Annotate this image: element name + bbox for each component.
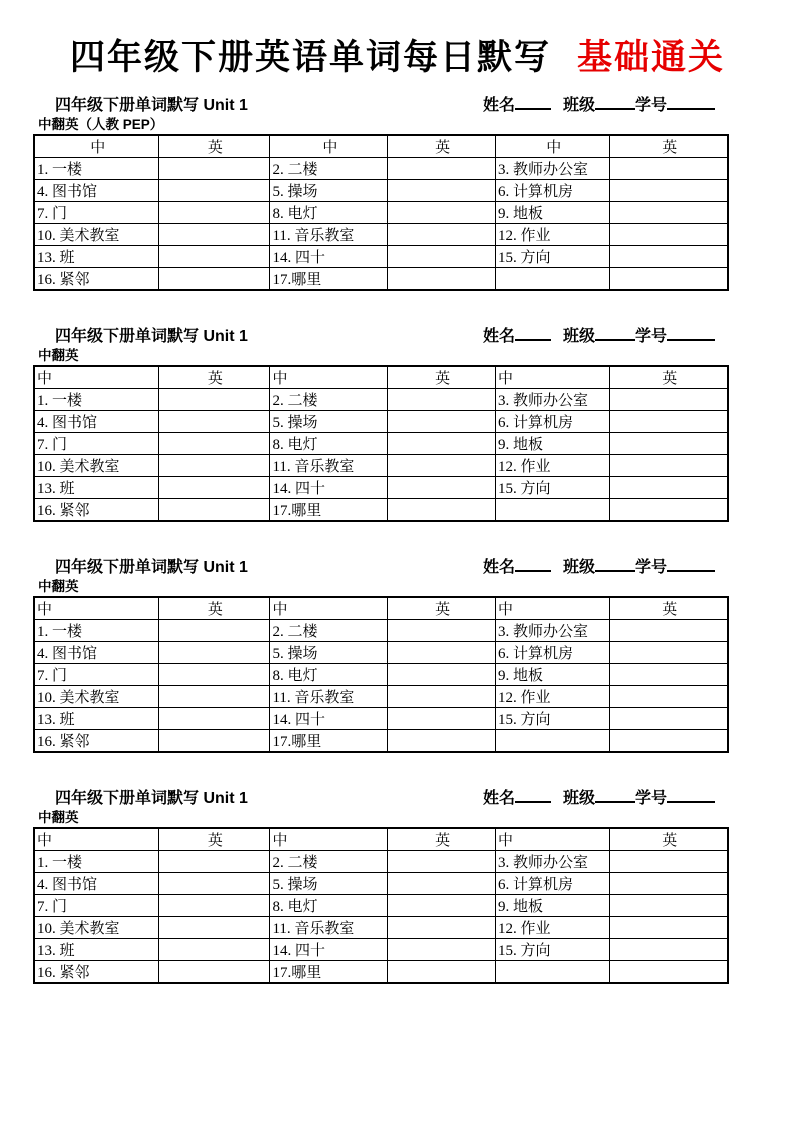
word-cell: 4. 图书馆 — [34, 410, 159, 432]
word-cell: 5. 操场 — [270, 410, 388, 432]
answer-cell — [159, 619, 270, 641]
table-row — [34, 201, 728, 223]
answer-cell — [388, 960, 496, 983]
student-id-blank — [667, 95, 715, 110]
word-cell: 17.哪里 — [270, 960, 388, 983]
word-cell: 1. 一楼 — [34, 157, 159, 179]
section-header-row — [33, 554, 733, 578]
table-row — [34, 476, 728, 498]
answer-cell — [159, 267, 270, 290]
student-id-label: 学号 — [634, 789, 667, 807]
answer-cell — [610, 223, 728, 245]
class-blank — [595, 788, 635, 803]
answer-cell — [610, 267, 728, 290]
word-cell: 7. 门 — [34, 663, 159, 685]
table-row — [34, 498, 728, 521]
answer-cell — [159, 663, 270, 685]
student-info-fields — [483, 323, 733, 346]
name-label: 姓名 — [482, 96, 515, 114]
word-cell: 8. 电灯 — [270, 894, 388, 916]
word-cell: 15. 方向 — [495, 938, 610, 960]
answer-cell — [610, 641, 728, 663]
student-id-label: 学号 — [634, 96, 667, 114]
direction-label: 中翻英（人教 PEP） — [38, 116, 164, 132]
word-cell: 9. 地板 — [495, 894, 610, 916]
word-cell: 9. 地板 — [495, 432, 610, 454]
table-row — [34, 663, 728, 685]
answer-cell — [159, 432, 270, 454]
word-cell: 11. 音乐教室 — [270, 454, 388, 476]
table-header-row — [34, 366, 728, 389]
answer-cell — [388, 476, 496, 498]
word-cell: 13. 班 — [34, 707, 159, 729]
word-cell: 9. 地板 — [495, 201, 610, 223]
class-blank — [595, 95, 635, 110]
direction-label: 中翻英 — [38, 809, 79, 825]
word-cell: 14. 四十 — [270, 707, 388, 729]
name-label: 姓名 — [482, 327, 515, 345]
table-row — [34, 685, 728, 707]
answer-cell — [388, 619, 496, 641]
word-cell: 6. 计算机房 — [495, 872, 610, 894]
table-header-row — [34, 597, 728, 620]
column-header-english: 英 — [159, 135, 270, 158]
word-cell: 2. 二楼 — [270, 850, 388, 872]
word-cell: 12. 作业 — [495, 916, 610, 938]
word-cell: 16. 紧邻 — [34, 267, 159, 290]
word-cell: 1. 一楼 — [34, 388, 159, 410]
column-header-chinese: 中 — [495, 366, 610, 389]
class-blank — [595, 326, 635, 341]
word-cell: 4. 图书馆 — [34, 179, 159, 201]
answer-cell — [159, 850, 270, 872]
answer-cell — [388, 388, 496, 410]
section-header-row — [33, 92, 733, 116]
table-row — [34, 850, 728, 872]
word-cell: 7. 门 — [34, 894, 159, 916]
table-row — [34, 454, 728, 476]
word-cell: 17.哪里 — [270, 267, 388, 290]
answer-cell — [388, 916, 496, 938]
answer-cell — [495, 729, 610, 752]
answer-cell — [495, 498, 610, 521]
word-cell: 14. 四十 — [270, 938, 388, 960]
table-row — [34, 641, 728, 663]
answer-cell — [159, 179, 270, 201]
answer-cell — [610, 850, 728, 872]
column-header-chinese: 中 — [34, 597, 159, 620]
word-cell: 15. 方向 — [495, 707, 610, 729]
answer-cell — [159, 454, 270, 476]
word-cell: 16. 紧邻 — [34, 498, 159, 521]
answer-cell — [610, 498, 728, 521]
answer-cell — [610, 685, 728, 707]
vocabulary-table — [33, 827, 729, 984]
word-cell: 12. 作业 — [495, 685, 610, 707]
table-row — [34, 894, 728, 916]
word-cell: 10. 美术教室 — [34, 454, 159, 476]
answer-cell — [388, 223, 496, 245]
worksheet-section — [33, 323, 733, 522]
word-cell: 8. 电灯 — [270, 663, 388, 685]
column-header-english: 英 — [388, 597, 496, 620]
student-id-blank — [667, 326, 715, 341]
table-row — [34, 872, 728, 894]
table-row — [34, 960, 728, 983]
word-cell: 6. 计算机房 — [495, 641, 610, 663]
answer-cell — [610, 938, 728, 960]
word-cell: 6. 计算机房 — [495, 179, 610, 201]
answer-cell — [159, 916, 270, 938]
column-header-english: 英 — [610, 597, 728, 620]
answer-cell — [610, 894, 728, 916]
answer-cell — [610, 960, 728, 983]
answer-cell — [159, 707, 270, 729]
table-row — [34, 410, 728, 432]
worksheet-section — [33, 554, 733, 753]
column-header-chinese: 中 — [34, 135, 159, 158]
word-cell: 11. 音乐教室 — [270, 685, 388, 707]
sections-container — [33, 92, 733, 984]
column-header-english: 英 — [610, 366, 728, 389]
answer-cell — [388, 179, 496, 201]
answer-cell — [610, 916, 728, 938]
answer-cell — [388, 663, 496, 685]
worksheet-section — [33, 785, 733, 984]
word-cell: 5. 操场 — [270, 872, 388, 894]
column-header-english: 英 — [388, 828, 496, 851]
table-row — [34, 619, 728, 641]
answer-cell — [388, 685, 496, 707]
answer-cell — [610, 729, 728, 752]
column-header-english: 英 — [610, 828, 728, 851]
table-row — [34, 938, 728, 960]
name-blank — [515, 788, 551, 803]
table-row — [34, 223, 728, 245]
answer-cell — [388, 245, 496, 267]
table-row — [34, 179, 728, 201]
table-row — [34, 157, 728, 179]
answer-cell — [159, 685, 270, 707]
answer-cell — [610, 201, 728, 223]
column-header-english: 英 — [388, 135, 496, 158]
word-cell: 11. 音乐教室 — [270, 223, 388, 245]
word-cell: 3. 教师办公室 — [495, 619, 610, 641]
direction-label: 中翻英 — [38, 578, 79, 594]
class-label: 班级 — [562, 558, 595, 576]
word-cell: 2. 二楼 — [270, 157, 388, 179]
student-id-blank — [667, 788, 715, 803]
answer-cell — [159, 872, 270, 894]
column-header-english: 英 — [159, 828, 270, 851]
word-cell: 15. 方向 — [495, 245, 610, 267]
student-info-fields — [483, 92, 733, 115]
answer-cell — [610, 179, 728, 201]
answer-cell — [388, 201, 496, 223]
vocabulary-table — [33, 134, 729, 291]
class-blank — [595, 557, 635, 572]
word-cell: 3. 教师办公室 — [495, 850, 610, 872]
column-header-english: 英 — [159, 366, 270, 389]
word-cell: 7. 门 — [34, 432, 159, 454]
section-header-row — [33, 323, 733, 347]
word-cell: 10. 美术教室 — [34, 916, 159, 938]
answer-cell — [388, 641, 496, 663]
student-info-fields — [483, 785, 733, 808]
column-header-chinese: 中 — [34, 366, 159, 389]
name-label: 姓名 — [482, 558, 515, 576]
column-header-english: 英 — [388, 366, 496, 389]
table-row — [34, 916, 728, 938]
word-cell: 17.哪里 — [270, 729, 388, 752]
word-cell: 5. 操场 — [270, 641, 388, 663]
answer-cell — [159, 729, 270, 752]
student-id-label: 学号 — [634, 327, 667, 345]
word-cell: 2. 二楼 — [270, 619, 388, 641]
column-header-chinese: 中 — [495, 828, 610, 851]
word-cell: 15. 方向 — [495, 476, 610, 498]
answer-cell — [610, 476, 728, 498]
table-row — [34, 729, 728, 752]
answer-cell — [388, 850, 496, 872]
page-title — [0, 0, 795, 80]
answer-cell — [159, 938, 270, 960]
word-cell: 13. 班 — [34, 476, 159, 498]
answer-cell — [159, 388, 270, 410]
word-cell: 10. 美术教室 — [34, 223, 159, 245]
word-cell: 10. 美术教室 — [34, 685, 159, 707]
word-cell: 9. 地板 — [495, 663, 610, 685]
name-blank — [515, 326, 551, 341]
answer-cell — [388, 157, 496, 179]
table-header-row — [34, 828, 728, 851]
answer-cell — [159, 641, 270, 663]
word-cell: 14. 四十 — [270, 245, 388, 267]
word-cell: 14. 四十 — [270, 476, 388, 498]
table-header-row — [34, 135, 728, 158]
answer-cell — [159, 223, 270, 245]
word-cell: 17.哪里 — [270, 498, 388, 521]
word-cell: 13. 班 — [34, 245, 159, 267]
section-title: 四年级下册单词默写 Unit 1 — [55, 327, 248, 345]
word-cell: 6. 计算机房 — [495, 410, 610, 432]
class-label: 班级 — [562, 96, 595, 114]
word-cell: 1. 一楼 — [34, 850, 159, 872]
word-cell: 8. 电灯 — [270, 432, 388, 454]
answer-cell — [159, 157, 270, 179]
direction-label: 中翻英 — [38, 347, 79, 363]
column-header-chinese: 中 — [34, 828, 159, 851]
word-cell: 4. 图书馆 — [34, 641, 159, 663]
answer-cell — [159, 410, 270, 432]
answer-cell — [610, 432, 728, 454]
vocabulary-table — [33, 596, 729, 753]
table-row — [34, 432, 728, 454]
answer-cell — [388, 454, 496, 476]
answer-cell — [159, 960, 270, 983]
answer-cell — [159, 498, 270, 521]
word-cell: 8. 电灯 — [270, 201, 388, 223]
word-cell: 5. 操场 — [270, 179, 388, 201]
answer-cell — [388, 872, 496, 894]
student-id-label: 学号 — [634, 558, 667, 576]
answer-cell — [388, 267, 496, 290]
section-header-row — [33, 785, 733, 809]
answer-cell — [495, 960, 610, 983]
answer-cell — [610, 707, 728, 729]
word-cell: 16. 紧邻 — [34, 960, 159, 983]
column-header-chinese: 中 — [270, 828, 388, 851]
answer-cell — [159, 245, 270, 267]
column-header-english: 英 — [610, 135, 728, 158]
word-cell: 12. 作业 — [495, 223, 610, 245]
answer-cell — [388, 894, 496, 916]
answer-cell — [388, 498, 496, 521]
word-cell: 4. 图书馆 — [34, 872, 159, 894]
class-label: 班级 — [562, 789, 595, 807]
student-info-fields — [483, 554, 733, 577]
word-cell: 7. 门 — [34, 201, 159, 223]
word-cell: 3. 教师办公室 — [495, 388, 610, 410]
answer-cell — [610, 872, 728, 894]
answer-cell — [388, 707, 496, 729]
answer-cell — [159, 894, 270, 916]
class-label: 班级 — [562, 327, 595, 345]
table-row — [34, 707, 728, 729]
column-header-chinese: 中 — [270, 135, 388, 158]
table-row — [34, 245, 728, 267]
page-title-black: 四年级下册英语单词每日默写 — [69, 38, 551, 77]
answer-cell — [610, 410, 728, 432]
table-row — [34, 388, 728, 410]
name-blank — [515, 95, 551, 110]
answer-cell — [610, 245, 728, 267]
vocabulary-table — [33, 365, 729, 522]
name-blank — [515, 557, 551, 572]
section-title: 四年级下册单词默写 Unit 1 — [55, 558, 248, 576]
page-title-red: 基础通关 — [577, 38, 726, 77]
word-cell: 11. 音乐教室 — [270, 916, 388, 938]
answer-cell — [159, 476, 270, 498]
student-id-blank — [667, 557, 715, 572]
word-cell: 12. 作业 — [495, 454, 610, 476]
word-cell: 16. 紧邻 — [34, 729, 159, 752]
column-header-chinese: 中 — [495, 135, 610, 158]
word-cell: 3. 教师办公室 — [495, 157, 610, 179]
answer-cell — [388, 410, 496, 432]
word-cell: 13. 班 — [34, 938, 159, 960]
table-row — [34, 267, 728, 290]
answer-cell — [610, 663, 728, 685]
answer-cell — [610, 157, 728, 179]
column-header-chinese: 中 — [495, 597, 610, 620]
word-cell: 1. 一楼 — [34, 619, 159, 641]
answer-cell — [388, 729, 496, 752]
column-header-chinese: 中 — [270, 597, 388, 620]
answer-cell — [610, 619, 728, 641]
answer-cell — [610, 388, 728, 410]
answer-cell — [610, 454, 728, 476]
section-title: 四年级下册单词默写 Unit 1 — [55, 789, 248, 807]
answer-cell — [495, 267, 610, 290]
answer-cell — [388, 432, 496, 454]
answer-cell — [388, 938, 496, 960]
word-cell: 2. 二楼 — [270, 388, 388, 410]
column-header-chinese: 中 — [270, 366, 388, 389]
column-header-english: 英 — [159, 597, 270, 620]
name-label: 姓名 — [482, 789, 515, 807]
section-title: 四年级下册单词默写 Unit 1 — [55, 96, 248, 114]
answer-cell — [159, 201, 270, 223]
worksheet-section — [33, 92, 733, 291]
